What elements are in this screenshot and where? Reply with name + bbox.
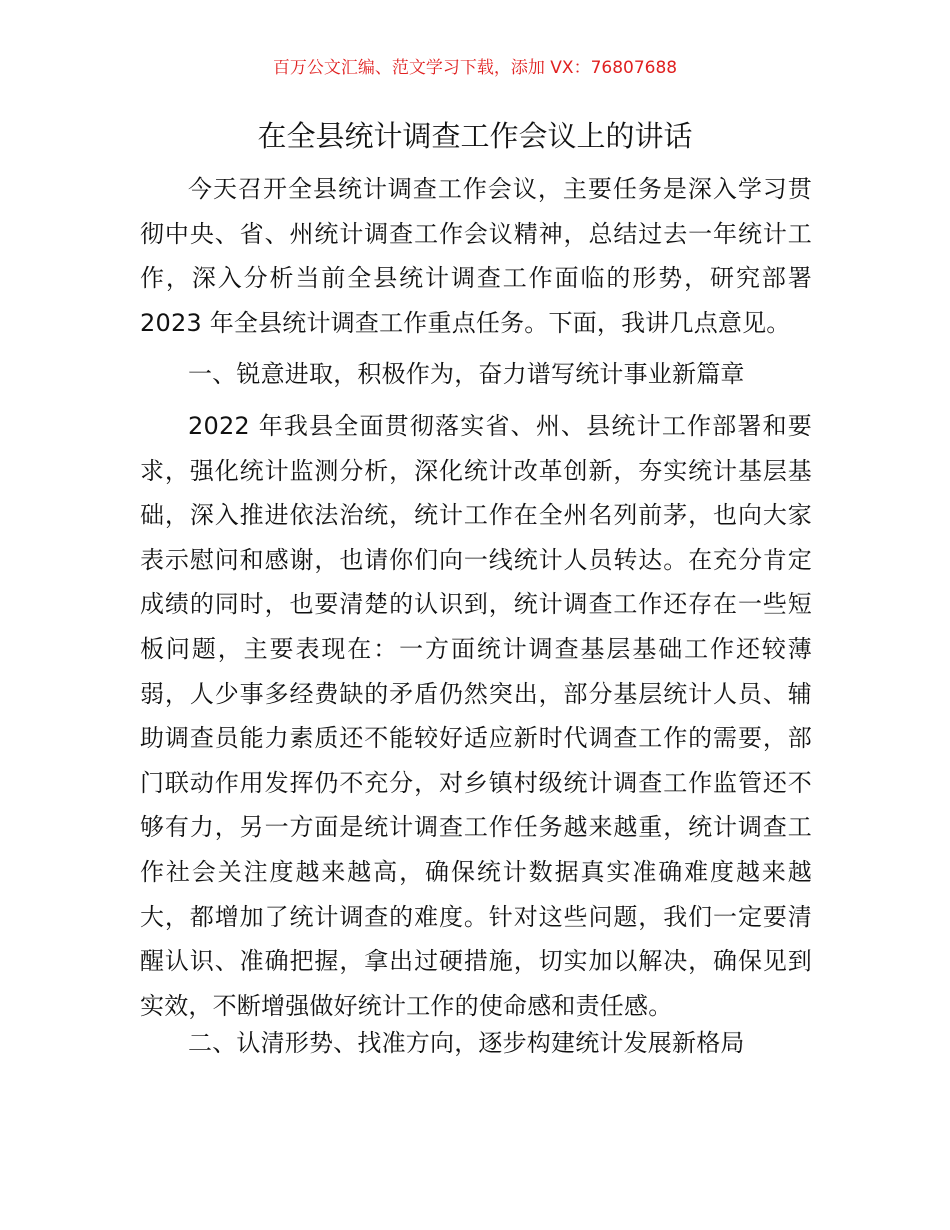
header-banner: 百万公文汇编、范文学习下载，添加 VX：76807688 [272,58,678,78]
section-2-heading: 二、认清形势、找准方向，逐步构建统计发展新格局 [188,1029,745,1057]
document-title: 在全县统计调查工作会议上的讲话 [257,119,693,153]
section-1-heading: 一、锐意进取，积极作为，奋力谱写统计事业新篇章 [188,360,745,388]
section-1-paragraph: 2022 年我县全面贯彻落实省、州、县统计工作部署和要求，强化统计监测分析，深化统计改革创新，夯实统计基层基础，深入推进依法治统，统计工作在全州名列前茅，也向大家表示慰问和感谢，也请你们向一线统计人员转达。在充分肯定成绩的同时，也要清楚的认识到，统计调查工作还存在一些短板问题，主要表现在：一方面统计调查基层基础工作还较薄弱，人少事多经费缺的矛盾仍然突出，部分基层统计人员、辅助调查员能力素质还不能较好适应新时代调查工作的需要，部门联动作用发挥仍不充分，对乡镇村级统计调查工作监管还不够有力，另一方面是统计调查工作任务越来越重，统计调查工作社会关注度越来越高，确保统计数据真实准确难度越来越大，都增加了统计调查的难度。针对这些问题，我们一定要清醒认识、准确把握，拿出过硬措施，切实加以解决，确保见到实效，不断增强做好统计工作的使命感和责任感。 [140,412,812,1020]
intro-paragraph: 今天召开全县统计调查工作会议，主要任务是深入学习贯彻中央、省、州统计调查工作会议精神，总结过去一年统计工作，深入分析当前全县统计调查工作面临的形势，研究部署 2023 年全县统计调查工作重点任务。下面，我讲几点意见。 [140,175,812,337]
